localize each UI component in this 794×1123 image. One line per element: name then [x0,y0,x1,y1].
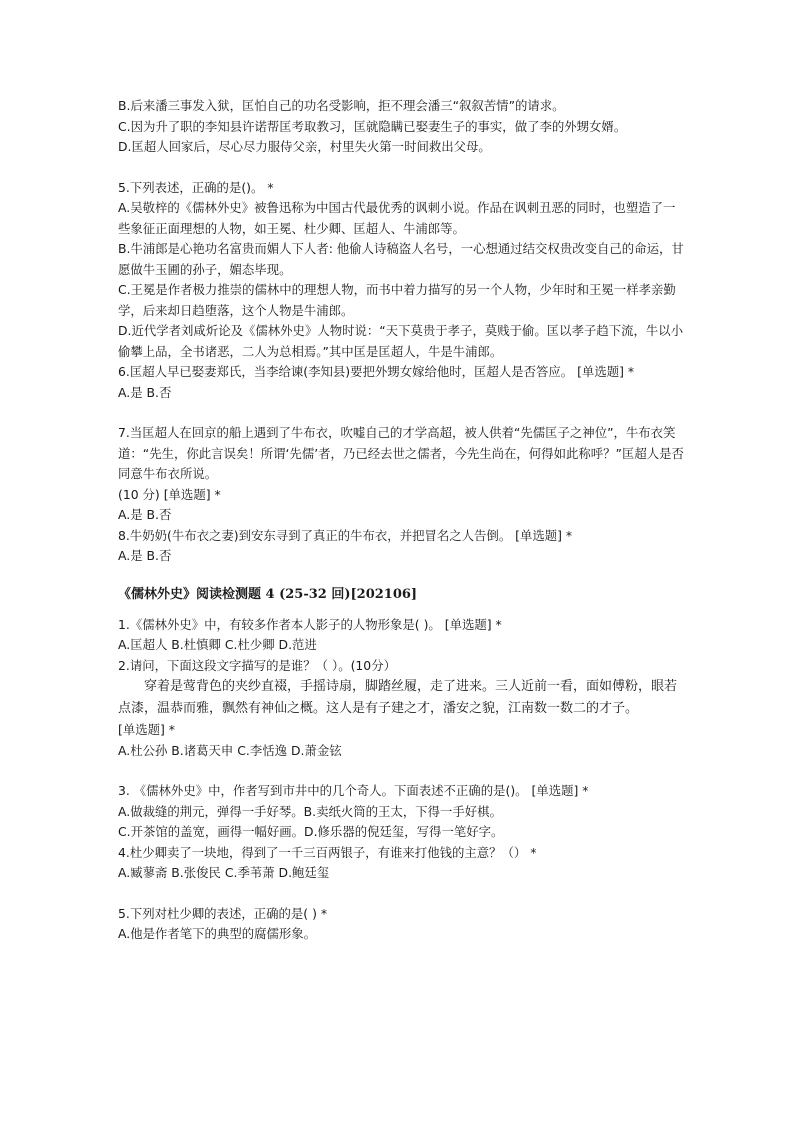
question-5-option-c: C.王冕是作者极力推崇的儒林中的理想人物，而书中着力描写的另一个人物，少年时和王冕一样孝亲勤学，后来却日趋堕落，这个人物是牛浦郎。 [118,282,676,318]
s2-question-2-options: A.杜公孙 B.诸葛天申 C.李恬逸 D.萧金铉 [118,742,342,758]
s2-question-2-passage: 穿着是莺背色的夹纱直裰，手摇诗扇，脚踏丝履，走了进来。三人近前一看，面如傅粉，眼若点漆，温恭而雅，飘然有神仙之概。这人是有子建之才，潘安之貌，江南数一数二的才子。 [118,679,678,716]
s2-question-4-options: A.臧蓼斋 B.张俊民 C.季苇萧 D.鲍廷玺 [118,865,330,880]
s2-question-3-options-ab: A.做裁缝的荆元，弹得一手好琴。B.卖纸火筒的王太，下得一手好棋。 [118,803,502,819]
question-8-stem: 8.牛奶奶(牛布衣之妻)到安东寻到了真正的牛布衣，并把冒名之人告倒。 [单选题] * [118,527,573,543]
question-7-options: A.是 B.否 [118,507,172,522]
question-6-stem: 6.匡超人早已娶妻郑氏，当李给谏(李知县)要把外甥女嫁给他时，匡超人是否答应。 [单选题] * [118,364,635,379]
question-6-options: A.是 B.否 [118,384,172,400]
section-title: 《儒林外史》阅读检测题 4 (25-32 回)[202106] [118,586,418,602]
s2-question-5-stem: 5.下列对杜少卿的表述，正确的是( ) * [118,905,328,921]
option-d-text: D.匡超人回家后，尽心尽力服侍父亲，村里失火第一时间救出父母。 [118,139,491,154]
s2-question-2-stem: 2.请问，下面这段文字描写的是谁？（ ）。(10分） [118,657,396,673]
document-page [118,96,684,945]
s2-question-4-stem: 4.杜少卿卖了一块地，得到了一千三百两银子，有谁来打他钱的主意？（） * [118,844,537,860]
question-7-stem: 7.当匡超人在回京的船上遇到了牛布衣，吹嘘自己的才学高超，被人供着“先儒匡子之神位”，牛布衣笑道：“先生，你此言误矣！所谓‘先儒’者，乃已经去世之儒者，今先生尚在，何得如此称呼？”匡超人是否同意牛布衣所说。 [118,425,684,481]
option-c-text: C.因为升了职的李知县许诺帮匡考取教习，匡就隐瞒已娶妻生子的事实，做了李的外甥女婿。 [118,118,627,134]
question-5-option-a: A.吴敬梓的《儒林外史》被鲁迅称为中国古代最优秀的讽刺小说。作品在讽刺丑恶的同时，也塑造了一些象征正面理想的人物，如王冕、杜少卿、匡超人、牛浦郎等。 [118,200,676,236]
s2-question-1-options: A.匡超人 B.杜慎卿 C.杜少卿 D.范进 [118,637,317,652]
option-b-text: B.后来潘三事发入狱，匡怕自己的功名受影响，拒不理会潘三“叙叙苦情”的请求。 [118,98,565,113]
s2-question-3-stem: 3. 《儒林外史》中，作者写到市井中的几个奇人。下面表述不正确的是()。 [单选题] * [118,783,589,798]
s2-question-5-option-a: A.他是作者笔下的典型的腐儒形象。 [118,926,317,941]
question-5-option-d: D.近代学者刘咸炘论及《儒林外史》人物时说：“天下莫贵于孝子，莫贱于偷。匡以孝子趋下流，牛以小偷攀上品，全书诸恶，二人为总相焉。”其中匡是匡超人，牛是牛浦郎。 [118,323,684,359]
question-5-option-b: B.牛浦郎是心艳功名富贵而媚人下人者: 他偷人诗稿盗人名号，一心想通过结交权贵改变自己的命运，甘愿做牛玉圃的孙子，媚态毕现。 [118,241,684,277]
s2-question-2-type: [单选题] * [118,722,175,737]
question-7-score: (10 分) [单选题] * [118,486,221,502]
question-5-stem: 5.下列表述，正确的是()。 * [118,179,274,195]
s2-question-1-stem: 1.《儒林外史》中，有较多作者本人影子的人物形象是( )。 [单选题] * [118,616,502,632]
question-8-options: A.是 B.否 [118,548,172,563]
s2-question-3-options-cd: C.开茶馆的盖宽，画得一幅好画。D.修乐器的倪廷玺，写得一笔好字。 [118,824,504,839]
